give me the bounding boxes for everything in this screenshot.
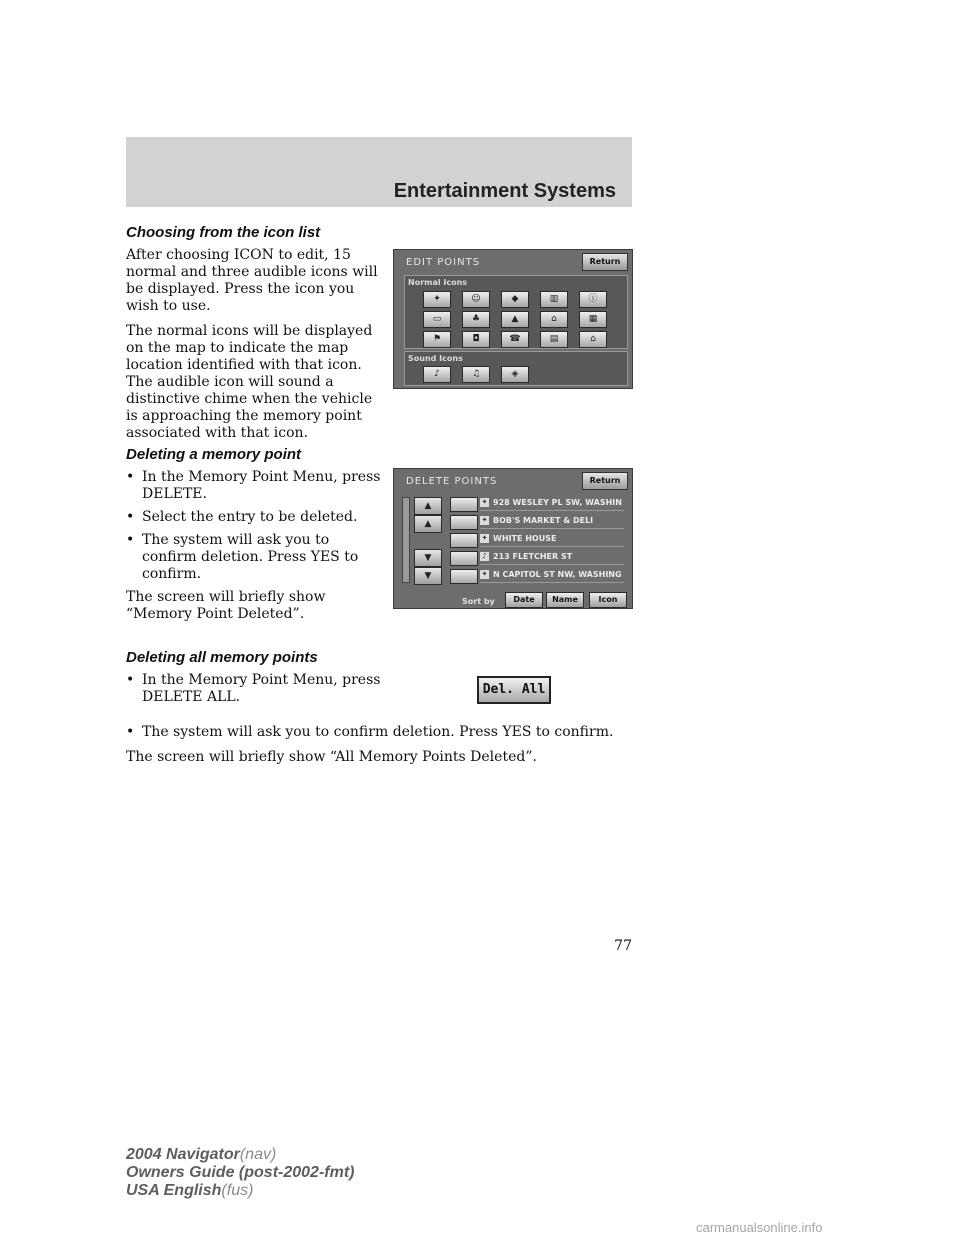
icon-car[interactable]: ▭ (423, 311, 451, 328)
list-item[interactable]: ♪ 213 FLETCHER ST (480, 549, 624, 565)
section-title: Entertainment Systems (393, 180, 616, 202)
icon-home[interactable]: ⌂ (579, 331, 607, 348)
icon-grid[interactable]: ▦ (579, 311, 607, 328)
icon-tree[interactable]: ▲ (501, 311, 529, 328)
footer-line-2: Owners Guide (post-2002-fmt) (126, 1164, 355, 1181)
delete-points-screen (393, 468, 633, 609)
sound-icon-1[interactable]: ♪ (423, 366, 451, 383)
paragraph-delete-point: The screen will briefly show “Memory Point Deleted”. (126, 589, 326, 622)
section-delete-point (126, 446, 381, 623)
footer-line-1: 2004 Navigator(nav) (126, 1146, 277, 1163)
scroll-up-button[interactable]: ▲ (414, 515, 442, 533)
location-icon: ✦ (481, 534, 488, 542)
icon-phone[interactable]: ☎ (501, 331, 529, 348)
bullet-delete-all-2: • The system will ask you to confirm deletion. Press YES to confirm. (126, 724, 652, 741)
header-band (126, 137, 632, 207)
heading-icon-list: Choosing from the icon list (126, 224, 321, 241)
icon-star[interactable]: ✦ (423, 291, 451, 308)
row-select-button[interactable] (450, 515, 478, 530)
page-down-button[interactable]: ▼ (414, 567, 442, 585)
location-icon: ✦ (481, 516, 488, 524)
icon-flag[interactable]: ⚑ (423, 331, 451, 348)
icon-parking[interactable]: ◘ (462, 331, 490, 348)
section-delete-all (126, 649, 381, 706)
footer (126, 1146, 354, 1200)
location-icon: ✦ (481, 498, 488, 506)
sort-by-label: Sort by (462, 597, 495, 606)
sort-date-button[interactable]: Date (505, 592, 543, 608)
footer-line-3: USA English(fus) (126, 1182, 254, 1199)
icon-info[interactable]: ⓘ (579, 291, 607, 308)
paragraph-delete-all: The screen will briefly show “All Memory Points Deleted”. (126, 749, 537, 765)
paragraph-icon-list-2: The normal icons will be displayed on the map to indicate the map location identified with that icon. The audible icon will sound a distinctive chime when the vehicle is approaching the memory point associated with that icon. (126, 323, 373, 441)
scroll-down-button[interactable]: ▼ (414, 549, 442, 567)
sound-icon-2[interactable]: ♫ (462, 366, 490, 383)
sound-icons-label: Sound Icons (408, 354, 463, 363)
row-select-button[interactable] (450, 551, 478, 566)
bullet-delete-all-1: • In the Memory Point Menu, press DELETE ALL. (126, 672, 381, 706)
del-all-button[interactable]: Del. All (477, 676, 551, 704)
list-item[interactable]: ✦ BOB'S MARKET & DELI (480, 513, 624, 529)
location-icon: ✦ (481, 570, 488, 578)
row-select-button[interactable] (450, 533, 478, 548)
row-select-button[interactable] (450, 497, 478, 512)
sound-icon-3[interactable]: ◈ (501, 366, 529, 383)
bullet-delete-2: • Select the entry to be deleted. (126, 509, 381, 526)
return-button[interactable]: Return (582, 253, 628, 271)
watermark: carmanualsonline.info (696, 1220, 823, 1235)
normal-icons-label: Normal Icons (408, 278, 468, 287)
heading-delete-all: Deleting all memory points (126, 649, 318, 666)
edit-points-screen (393, 249, 633, 389)
delete-points-title: DELETE POINTS (406, 476, 498, 487)
icon-shop[interactable]: ▤ (540, 331, 568, 348)
icon-building[interactable]: ▥ (540, 291, 568, 308)
icon-circle[interactable]: ☺ (462, 291, 490, 308)
icon-bed[interactable]: ⌂ (540, 311, 568, 328)
return-button[interactable]: Return (582, 472, 628, 490)
page-up-button[interactable]: ▲ (414, 497, 442, 515)
list-item[interactable]: ✦ N CAPITOL ST NW, WASHING (480, 567, 624, 583)
sort-icon-button[interactable]: Icon (589, 592, 627, 608)
list-item[interactable]: ✦ WHITE HOUSE (480, 531, 624, 547)
icon-food[interactable]: ♣ (462, 311, 490, 328)
list-item[interactable]: ✦ 928 WESLEY PL SW, WASHIN (480, 495, 624, 511)
section-icon-list (126, 224, 381, 442)
sort-name-button[interactable]: Name (546, 592, 584, 608)
bullet-delete-1: • In the Memory Point Menu, press DELETE. (126, 469, 381, 503)
scrollbar[interactable] (402, 497, 410, 583)
page-number: 77 (614, 938, 632, 954)
sound-icon: ♪ (480, 552, 489, 561)
bullet-delete-3: • The system will ask you to confirm deletion. Press YES to confirm. (126, 532, 381, 583)
icon-tag[interactable]: ◆ (501, 291, 529, 308)
row-select-button[interactable] (450, 569, 478, 584)
edit-points-title: EDIT POINTS (406, 257, 481, 268)
sound-icons-panel (404, 351, 628, 386)
paragraph-icon-list-1: After choosing ICON to edit, 15 normal and three audible icons will be displayed. Press the icon you wish to use. (126, 247, 378, 314)
heading-delete-point: Deleting a memory point (126, 446, 302, 463)
normal-icons-panel (404, 275, 628, 349)
